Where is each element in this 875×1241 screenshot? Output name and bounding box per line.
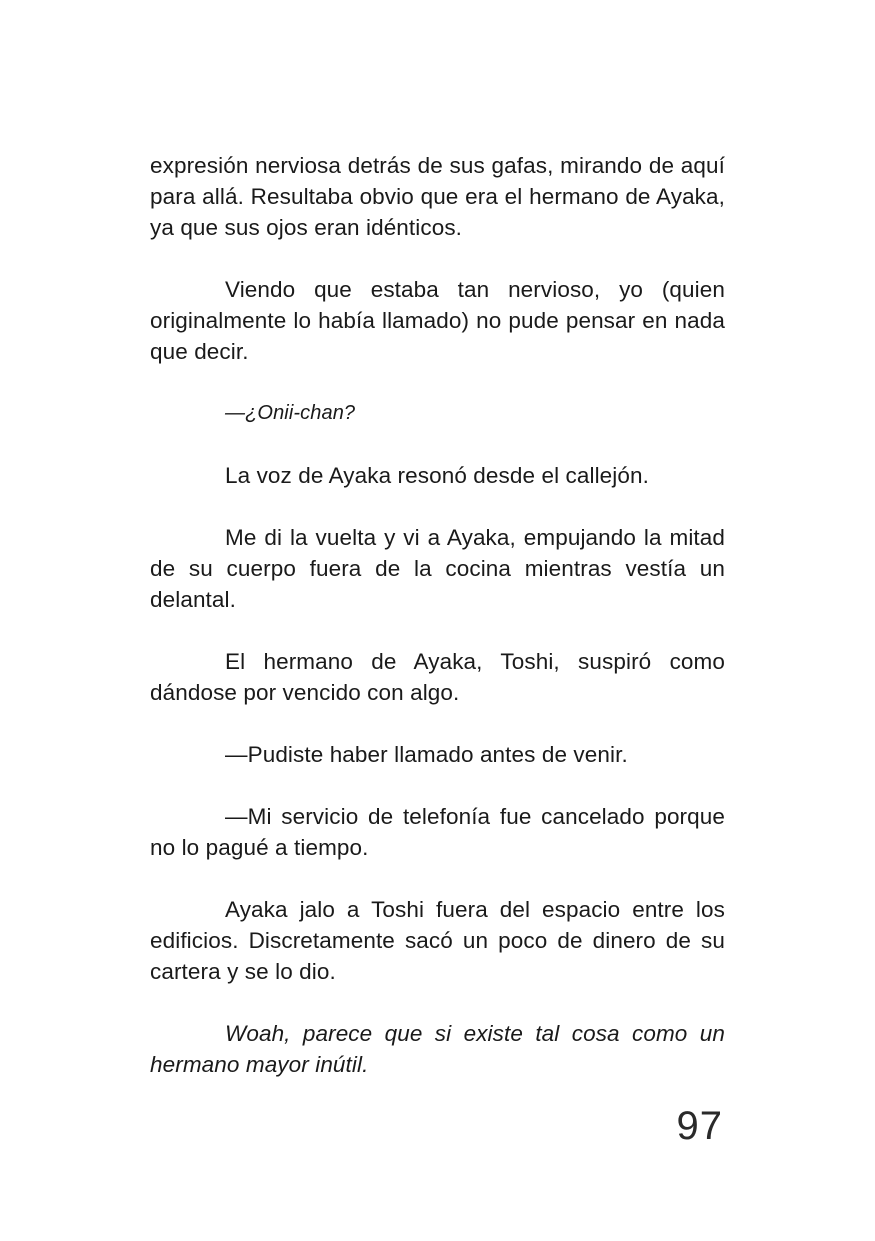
paragraph-5: Me di la vuelta y vi a Ayaka, empujando la mitad de su cuerpo fuera de la cocina mientras vestía un delantal. xyxy=(150,525,725,612)
paragraph-1: expresión nerviosa detrás de sus gafas, mirando de aquí para allá. Resultaba obvio que era el hermano de Ayaka, ya que sus ojos eran idénticos. xyxy=(150,153,725,240)
paragraph-9: Ayaka jalo a Toshi fuera del espacio entre los edificios. Discretamente sacó un poco de dinero de su cartera y se lo dio. xyxy=(150,897,725,984)
page-number: 97 xyxy=(676,1104,723,1148)
paragraph-6: El hermano de Ayaka, Toshi, suspiró como dándose por vencido con algo. xyxy=(150,649,725,705)
paragraph-2: Viendo que estaba tan nervioso, yo (quien originalmente lo había llamado) no pude pensar en nada que decir. xyxy=(150,277,725,364)
paragraph-3-dialogue: —¿Onii-chan? xyxy=(225,402,356,424)
page-body-text xyxy=(150,150,725,1111)
paragraph-8-dialogue: —Mi servicio de telefonía fue cancelado porque no lo pagué a tiempo. xyxy=(150,804,725,860)
paragraph-4: La voz de Ayaka resonó desde el callejón. xyxy=(225,463,649,488)
paragraph-10-thought: Woah, parece que si existe tal cosa como un hermano mayor inútil. xyxy=(150,1021,725,1077)
paragraph-7-dialogue: —Pudiste haber llamado antes de venir. xyxy=(225,742,628,767)
